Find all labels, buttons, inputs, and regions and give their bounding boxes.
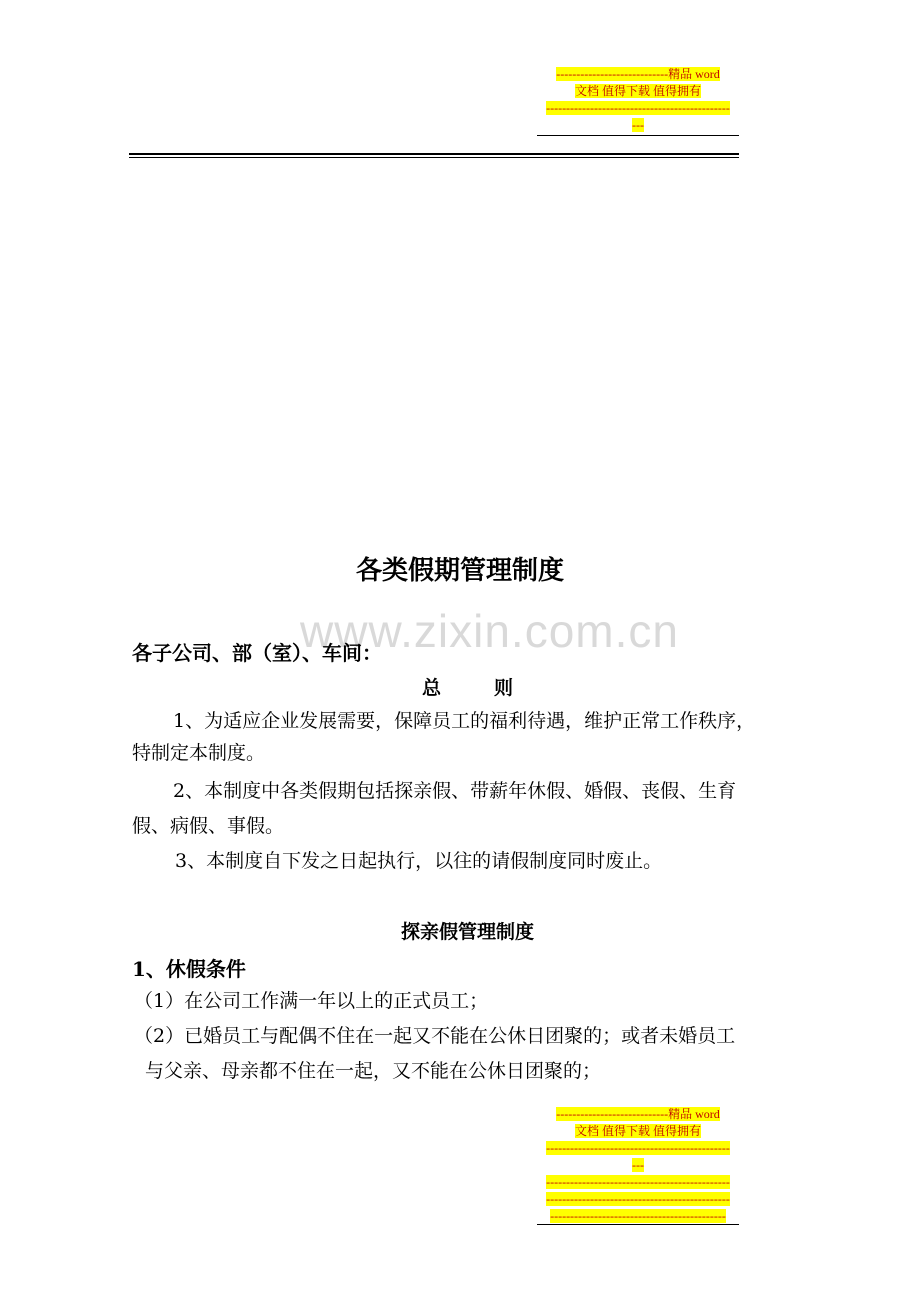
stamp-underline: [537, 1224, 739, 1225]
condition-1: （1）在公司工作满一年以上的正式员工；: [134, 990, 489, 1012]
section-title: 探亲假管理制度: [400, 921, 534, 943]
general-heading: 总 则: [422, 677, 513, 699]
paragraph-3: 3、本制度自下发之日起执行，以往的请假制度同时废止。: [175, 850, 663, 872]
stamp-line: ---: [632, 118, 644, 132]
stamp-line: ----------------------------精品 word: [556, 1107, 720, 1121]
stamp-line: ---: [632, 1158, 644, 1172]
header-rule: [129, 157, 739, 158]
paragraph-2-line-1: 2、本制度中各类假期包括探亲假、带薪年休假、婚假、丧假、生育: [173, 780, 737, 802]
condition-2-line-1: （2）已婚员工与配偶不住在一起又不能在公休日团聚的；或者未婚员工: [134, 1025, 736, 1047]
stamp-line: 文档 值得下载 值得拥有: [574, 84, 701, 98]
paragraph-2-line-2: 假、病假、事假。: [132, 815, 285, 837]
paragraph-1-line-2: 特制定本制度。: [132, 742, 266, 764]
addressee: 各子公司、部（室）、车间：: [132, 641, 382, 665]
header-stamp: [537, 66, 739, 134]
page-title: 各类假期管理制度: [355, 556, 564, 586]
paragraph-1-line-1: 1、为适应企业发展需要，保障员工的福利待遇，维护正常工作秩序，: [173, 710, 756, 732]
stamp-line: ----------------------------------------------: [546, 1141, 730, 1155]
footer-stamp: [537, 1106, 739, 1225]
stamp-line: 文档 值得下载 值得拥有: [574, 1124, 701, 1138]
condition-2-line-2: 与父亲、母亲都不住在一起，又不能在公休日团聚的；: [145, 1060, 602, 1082]
section-heading: 1、休假条件: [132, 957, 246, 981]
stamp-line: ----------------------------------------------: [546, 1175, 730, 1189]
stamp-line: --------------------------------------------: [550, 1209, 726, 1223]
stamp-line: ----------------------------------------------: [546, 1192, 730, 1206]
watermark: www.zixin.com.cn: [300, 605, 679, 657]
header-rule: [129, 153, 739, 155]
stamp-underline: [537, 135, 739, 136]
stamp-line: ----------------------------精品 word: [556, 67, 720, 81]
stamp-line: ----------------------------------------------: [546, 101, 730, 115]
